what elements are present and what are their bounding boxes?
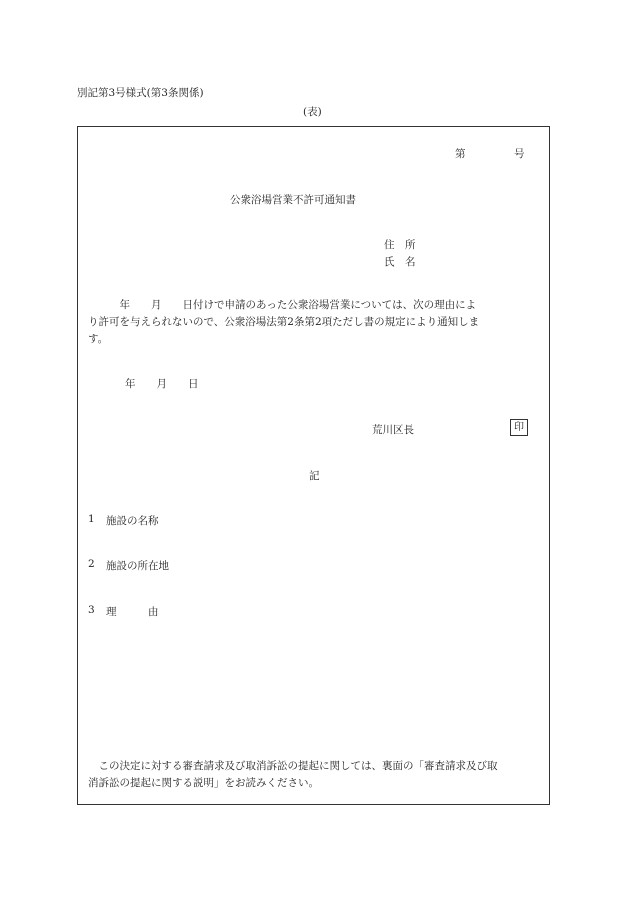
seal-mark: 印 bbox=[510, 419, 528, 436]
document-title: 公衆浴場営業不許可通知書 bbox=[230, 194, 356, 206]
item-2-label: 施設の所在地 bbox=[106, 560, 169, 572]
body-text-line-1: 年 月 日付けで申請のあった公衆浴場営業については、次の理由によ bbox=[88, 299, 477, 311]
item-3-label: 理 由 bbox=[106, 606, 159, 618]
issuer-title: 荒川区長 bbox=[372, 424, 414, 436]
item-3-number: 3 bbox=[88, 604, 95, 616]
number-suffix: 号 bbox=[514, 148, 525, 160]
item-2-number: 2 bbox=[88, 558, 95, 570]
form-label: 別記第3号様式(第3条関係) bbox=[77, 87, 204, 99]
name-label: 氏 名 bbox=[384, 256, 416, 268]
number-prefix: 第 bbox=[455, 148, 466, 160]
notice-frame bbox=[77, 126, 550, 805]
body-text-line-3: す。 bbox=[88, 333, 109, 345]
body-text-line-2: り許可を与えられないので、公衆浴場法第2条第2項ただし書の規定により通知しま bbox=[88, 316, 480, 328]
footer-note-line-1: この決定に対する審査請求及び取消訴訟の提起に関しては、裏面の「審査請求及び取 bbox=[88, 760, 498, 772]
footer-note-line-2: 消訴訟の提起に関する説明」をお読みください。 bbox=[88, 777, 319, 789]
side-label: (表) bbox=[303, 106, 322, 118]
item-1-label: 施設の名称 bbox=[106, 515, 159, 527]
address-label: 住 所 bbox=[384, 239, 416, 251]
date-line: 年 月 日 bbox=[125, 378, 199, 390]
item-1-number: 1 bbox=[88, 513, 95, 525]
ki-heading: 記 bbox=[309, 470, 320, 482]
